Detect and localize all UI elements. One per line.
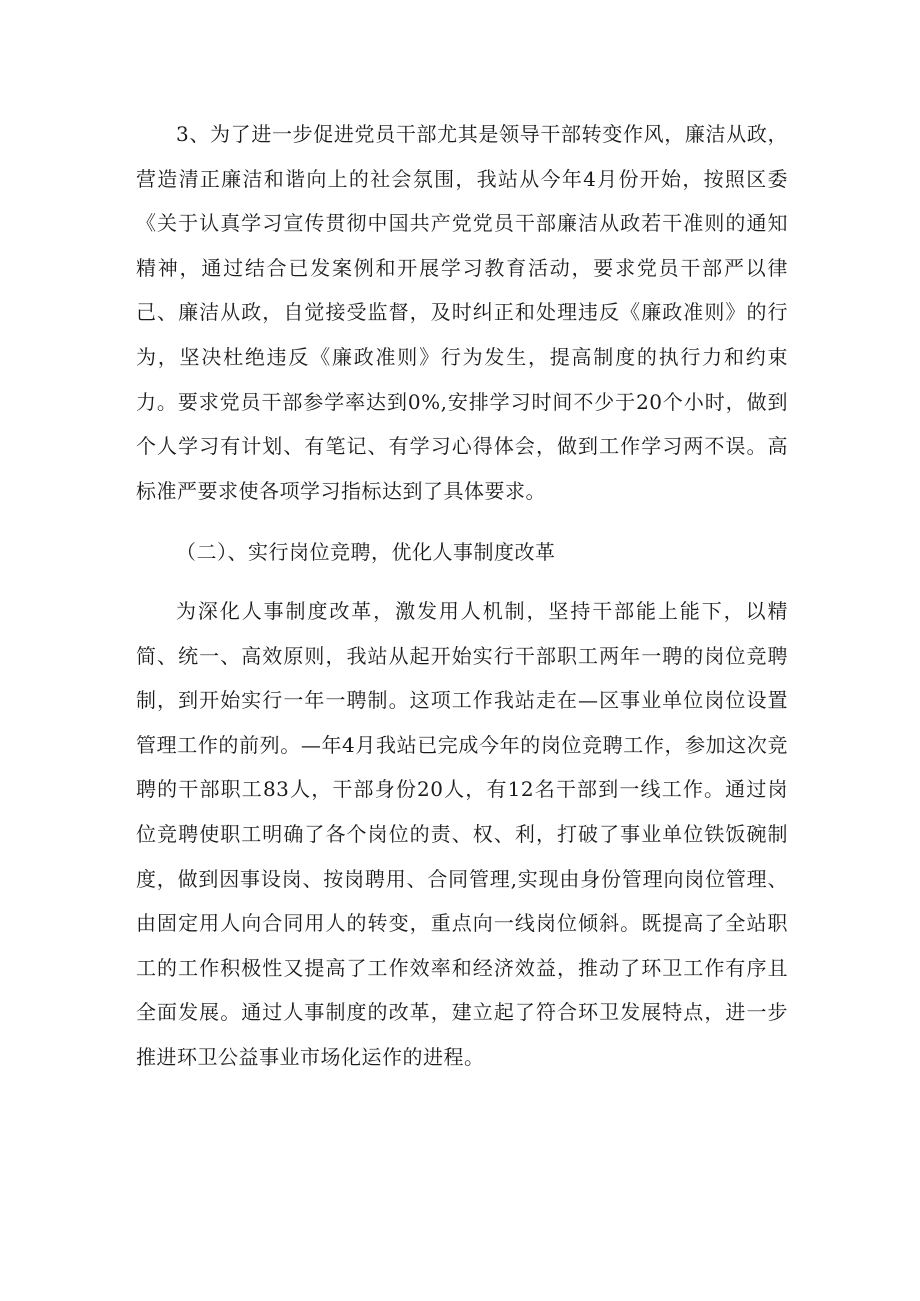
paragraph-item-3: 3、为了进一步促进党员干部尤其是领导干部转变作风，廉洁从政，营造清正廉洁和谐向上的社会氛围，我站从今年4月份开始，按照区委《关于认真学习宣传贯彻中国共产党党员干部廉洁从政若干准则的通知精神，通过结合已发案例和开展学习教育活动，要求党员干部严以律己、廉洁从政，自觉接受监督，及时纠正和处理违反《廉政准则》的行为，坚决杜绝违反《廉政准则》行为发生，提高制度的执行力和约束力。要求党员干部参学率达到0%,安排学习时间不少于20个小时，做到个人学习有计划、有笔记、有学习心得体会，做到工作学习两不误。高标准严要求使各项学习指标达到了具体要求。 xyxy=(136,122,788,503)
paragraph-personnel-reform: 为深化人事制度改革，激发用人机制，坚持干部能上能下，以精简、统一、高效原则，我站从起开始实行干部职工两年一聘的岗位竞聘制，到开始实行一年一聘制。这项工作我站走在—区事业单位岗位设置管理工作的前列。—年4月我站已完成今年的岗位竞聘工作，参加这次竞聘的干部职工83人，干部身份20人，有12名干部到一线工作。通过岗位竞聘使职工明确了各个岗位的责、权、利，打破了事业单位铁饭碗制度，做到因事设岗、按岗聘用、合同管理,实现由身份管理向岗位管理、由固定用人向合同用人的转变，重点向一线岗位倾斜。既提高了全站职工的工作积极性又提高了工作效率和经济效益，推动了环卫工作有序且全面发展。通过人事制度的改革，建立起了符合环卫发展特点，进一步推进环卫公益事业市场化运作的进程。 xyxy=(136,598,788,1069)
section-heading: （二）、实行岗位竞聘，优化人事制度改革 xyxy=(176,540,556,565)
document-body xyxy=(136,112,788,1079)
